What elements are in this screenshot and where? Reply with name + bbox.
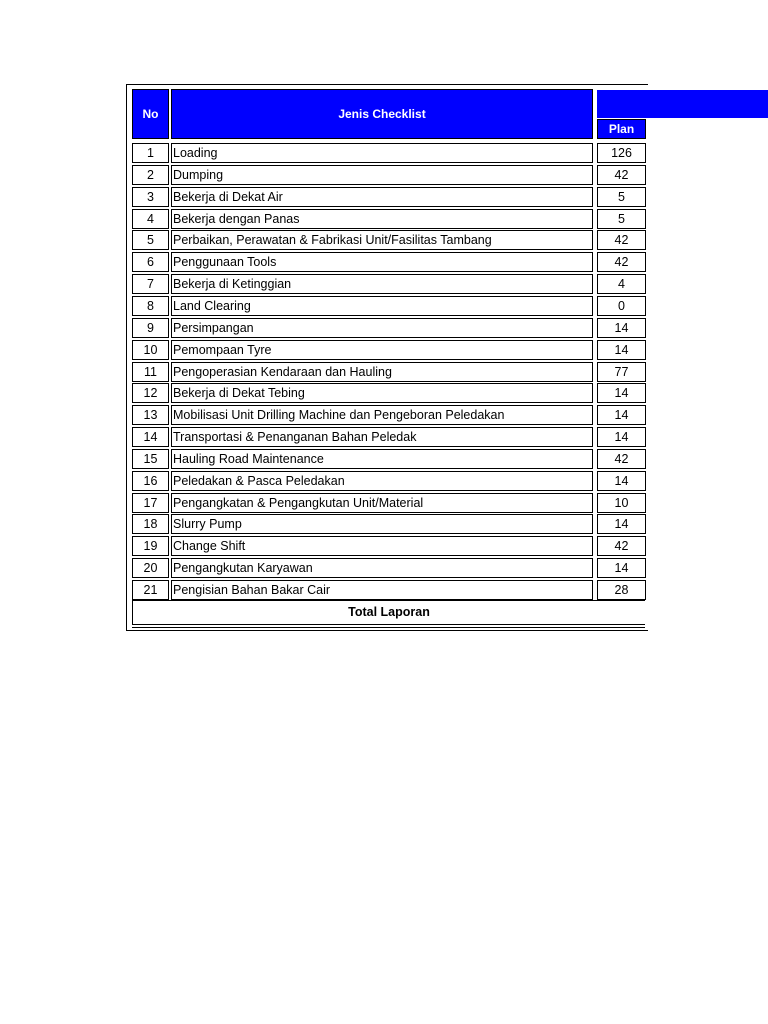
row-checklist-name: Penggunaan Tools [171, 252, 593, 272]
row-plan-value: 5 [597, 209, 646, 229]
row-plan-value: 42 [597, 230, 646, 250]
row-plan-value: 126 [597, 143, 646, 163]
row-number: 9 [132, 318, 169, 338]
row-plan-value: 14 [597, 427, 646, 447]
row-checklist-name: Hauling Road Maintenance [171, 449, 593, 469]
row-checklist-name: Bekerja di Ketinggian [171, 274, 593, 294]
row-checklist-name: Loading [171, 143, 593, 163]
row-plan-value: 14 [597, 514, 646, 534]
row-checklist-name: Pemompaan Tyre [171, 340, 593, 360]
row-plan-value: 77 [597, 362, 646, 382]
row-number: 11 [132, 362, 169, 382]
row-number: 1 [132, 143, 169, 163]
row-checklist-name: Slurry Pump [171, 514, 593, 534]
row-plan-value: 14 [597, 340, 646, 360]
row-checklist-name: Peledakan & Pasca Peledakan [171, 471, 593, 491]
row-checklist-name: Bekerja di Dekat Air [171, 187, 593, 207]
row-checklist-name: Change Shift [171, 536, 593, 556]
header-jenis-checklist: Jenis Checklist [171, 89, 593, 139]
row-plan-value: 14 [597, 318, 646, 338]
row-number: 18 [132, 514, 169, 534]
row-number: 2 [132, 165, 169, 185]
row-checklist-name: Land Clearing [171, 296, 593, 316]
row-checklist-name: Pengisian Bahan Bakar Cair [171, 580, 593, 600]
row-plan-value: 10 [597, 493, 646, 513]
row-plan-value: 4 [597, 274, 646, 294]
row-plan-value: 42 [597, 449, 646, 469]
row-checklist-name: Pengangkutan Karyawan [171, 558, 593, 578]
row-plan-value: 14 [597, 558, 646, 578]
row-number: 3 [132, 187, 169, 207]
row-number: 7 [132, 274, 169, 294]
row-plan-value: 42 [597, 165, 646, 185]
total-laporan-row: Total Laporan [132, 600, 645, 625]
row-checklist-name: Bekerja di Dekat Tebing [171, 383, 593, 403]
row-checklist-name: Transportasi & Penanganan Bahan Peledak [171, 427, 593, 447]
row-checklist-name: Perbaikan, Perawatan & Fabrikasi Unit/Fasilitas Tambang [171, 230, 593, 250]
row-plan-value: 14 [597, 383, 646, 403]
row-number: 5 [132, 230, 169, 250]
row-checklist-name: Pengoperasian Kendaraan dan Hauling [171, 362, 593, 382]
row-number: 8 [132, 296, 169, 316]
row-checklist-name: Bekerja dengan Panas [171, 209, 593, 229]
row-checklist-name: Mobilisasi Unit Drilling Machine dan Pengeboran Peledakan [171, 405, 593, 425]
row-checklist-name: Pengangkatan & Pengangkutan Unit/Material [171, 493, 593, 513]
row-plan-value: 0 [597, 296, 646, 316]
row-checklist-name: Persimpangan [171, 318, 593, 338]
row-number: 10 [132, 340, 169, 360]
row-checklist-name: Dumping [171, 165, 593, 185]
row-number: 12 [132, 383, 169, 403]
header-merged-top [597, 90, 768, 118]
row-plan-value: 28 [597, 580, 646, 600]
row-number: 16 [132, 471, 169, 491]
row-number: 6 [132, 252, 169, 272]
row-number: 13 [132, 405, 169, 425]
row-plan-value: 14 [597, 405, 646, 425]
total-underline [132, 627, 645, 628]
row-number: 4 [132, 209, 169, 229]
row-number: 17 [132, 493, 169, 513]
row-plan-value: 42 [597, 252, 646, 272]
row-number: 21 [132, 580, 169, 600]
row-number: 19 [132, 536, 169, 556]
row-number: 20 [132, 558, 169, 578]
header-plan: Plan [597, 119, 646, 139]
row-plan-value: 42 [597, 536, 646, 556]
row-plan-value: 5 [597, 187, 646, 207]
header-no: No [132, 89, 169, 139]
row-plan-value: 14 [597, 471, 646, 491]
row-number: 14 [132, 427, 169, 447]
row-number: 15 [132, 449, 169, 469]
